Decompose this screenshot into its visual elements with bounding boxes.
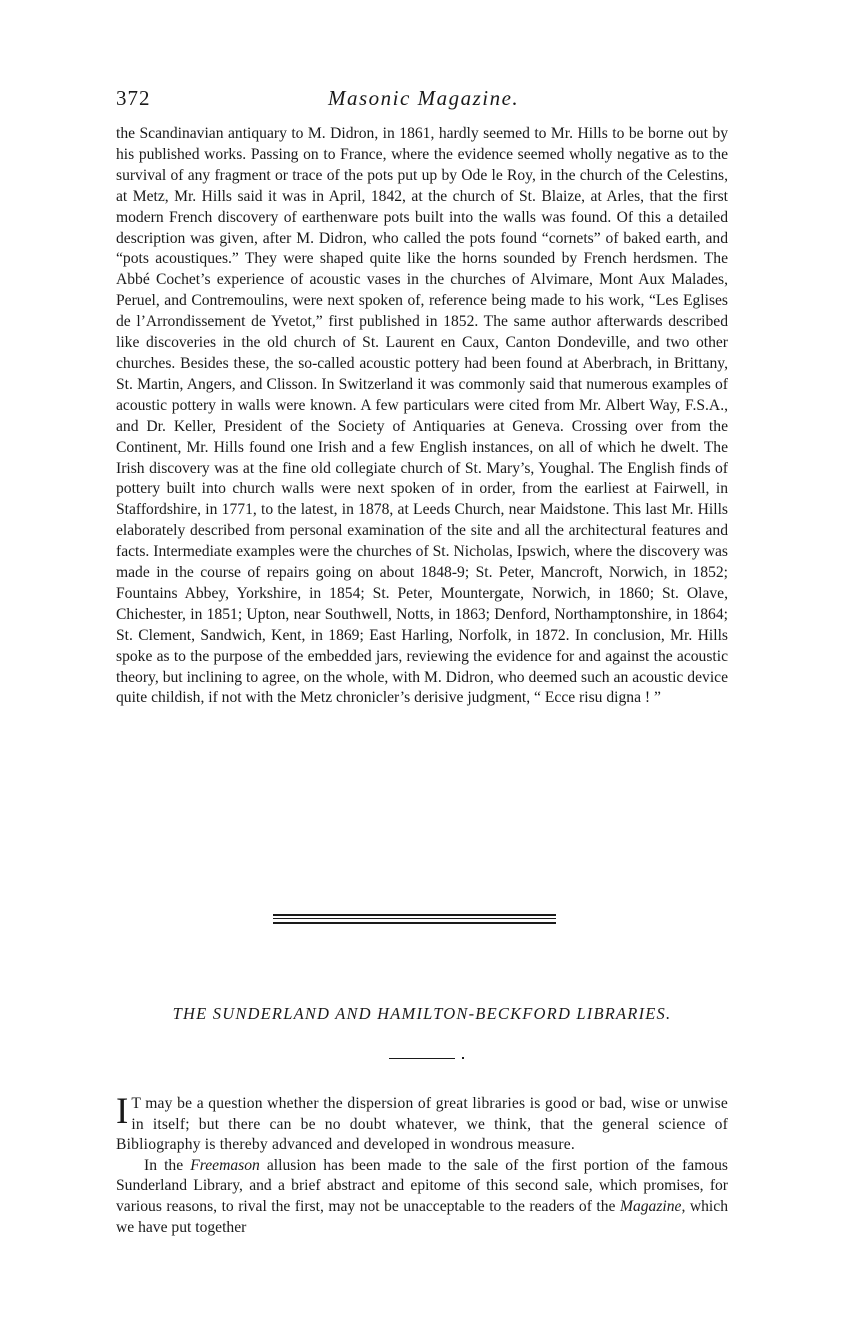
- running-title: Masonic Magazine.: [328, 86, 520, 110]
- page-number: 372: [116, 86, 151, 110]
- paragraph-text: which we have put together: [116, 1197, 728, 1236]
- section-divider-rule: [273, 914, 556, 916]
- section-divider-rule: [273, 918, 556, 919]
- drop-cap: I: [116, 1091, 129, 1132]
- page-header: [116, 86, 728, 116]
- body-paragraph: the Scandinavian antiquary to M. Didron, in 1861, hardly seemed to Mr. Hills to be borne out by his published works. Passing on to France, where the evidence seemed wholly negative as to the survival of any fragment or trace of the pots put up by Ode le Roy, in the church of the Celestins, at Metz, Mr. Hills said it was in April, 1842, at the church of St. Blaize, at Arles, that the first modern French discovery of earthenware pots built into the walls was found. Of this a detailed description was given, after M. Didron, who called the pots found “cornets” of baked earth, and “pots acoustiques.” They were shaped quite like the horns sounded by French herdsmen. The Abbé Cochet’s experience of acoustic vases in the churches of Alvimare, Mont Aux Malades, Peruel, and Contremoulins, were next spoken of, reference being made to his work, “Les Eglises de l’Arrondissement de Yvetot,” first published in 1852. The same author afterwards described like discoveries in the old church of St. Laurent en Caux, Canton Dondeville, and two other churches. Besides these, the so-called acoustic pottery had been found at Aberbrach, in Brittany, St. Martin, Angers, and Clisson. In Switzerland it was commonly said that numerous examples of acoustic pottery in walls were known. A few particulars were cited from Mr. Albert Way, F.S.A., and Dr. Keller, President of the Society of Antiquaries at Geneva. Crossing over from the Continent, Mr. Hills found one Irish and a few English instances, on all of which he dwelt. The Irish discovery was at the fine old collegiate church of St. Mary’s, Youghal. The English finds of pottery built into church walls were next spoken of in order, from the earliest at Fairwell, in Staffordshire, in 1771, to the latest, in 1878, at Leeds Church, near Maidstone. This last Mr. Hills elaborately described from personal examination of the site and all the architectural features and facts. Intermediate examples were the churches of St. Nicholas, Ipswich, where the discovery was made in the course of repairs going on about 1848-9; St. Peter, Mancroft, Norwich, in 1852; Fountains Abbey, Yorkshire, in 1854; St. Peter, Mountergate, Norwich, in 1860; St. Olave, Chichester, in 1851; Upton, near Southwell, Notts, in 1863; Denford, Northamptonshire, in 1864; St. Clement, Sandwich, Kent, in 1869; East Harling, Norfolk, in 1872. In conclusion, Mr. Hills spoke as to the purpose of the embedded jars, reviewing the evidence for and against the acoustic theory, but inclining to agree, on the whole, with M. Didron, who deemed such an acoustic device quite childish, if not with the Metz chronicler’s derisive judgment, “ Ecce risu digna ! ”: [116, 125, 728, 707]
- lead-text: T may be a question whether the dispersion of great libraries is good or bad, wise or unwise in itself; but there can be no doubt whatever, we think, that the general science of Bibliography is thereby advanced and developed in wondrous measure.: [116, 1095, 728, 1154]
- article-continuation: [116, 124, 728, 709]
- lead-paragraph: [116, 1091, 728, 1156]
- paragraph-text: allusion has been made to the sale of the first portion of the famous Sunderland Library, and a brief abstract and epitome of this second sale, which promises, for various reasons, to rival the first, may not be unacceptable to the readers of the: [116, 1156, 728, 1215]
- paragraph-text: In the: [144, 1156, 191, 1174]
- publication-title: Freemason: [190, 1156, 260, 1174]
- article-heading: THE SUNDERLAND AND HAMILTON-BECKFORD LIBRARIES.: [172, 1004, 672, 1023]
- article-libraries: [116, 1091, 728, 1238]
- heading-rule: [389, 1058, 455, 1059]
- publication-title: Magazine,: [619, 1197, 686, 1215]
- body-paragraph: [116, 1156, 728, 1238]
- heading-rule-dot: [462, 1057, 464, 1059]
- section-divider-rule: [273, 922, 556, 924]
